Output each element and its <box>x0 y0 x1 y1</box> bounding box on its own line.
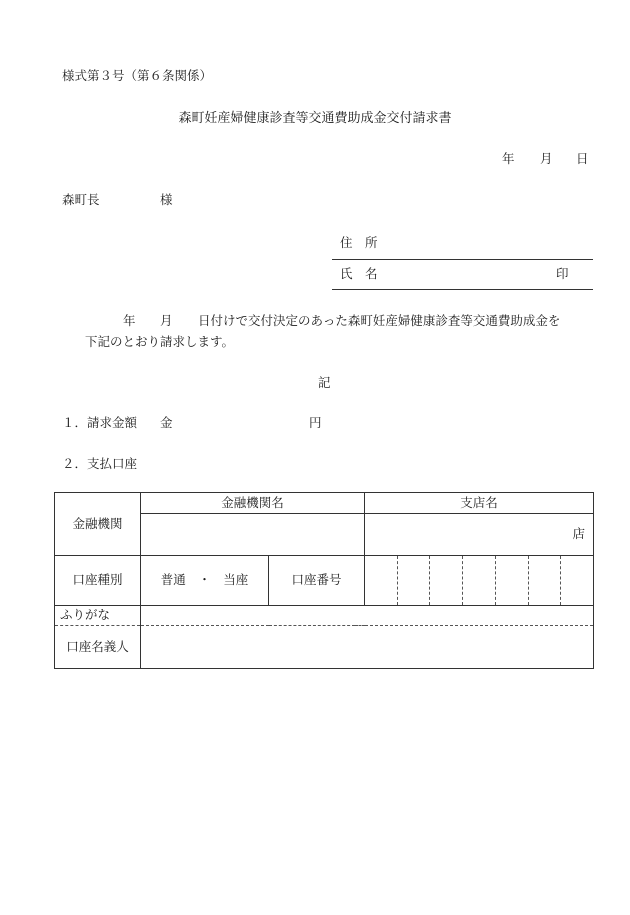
account-number-label: 口座番号 <box>269 556 365 606</box>
honorific: 様 <box>160 192 173 207</box>
branch-name-field[interactable] <box>365 514 594 556</box>
furigana-label: ふりがな <box>55 606 141 626</box>
account-number-digit-boxes <box>365 556 593 605</box>
digit-box[interactable] <box>429 556 462 605</box>
body-year: 年 <box>123 313 136 328</box>
date-year-label: 年 <box>502 151 515 166</box>
body-line-1: 日付けで交付決定のあった森町妊産婦健康診査等交通費助成金を <box>198 313 561 328</box>
date-month-label: 月 <box>540 151 553 166</box>
furigana-field[interactable] <box>141 606 594 626</box>
digit-box[interactable] <box>528 556 561 605</box>
name-underline <box>332 289 593 290</box>
address-underline <box>332 259 593 260</box>
body-line-2: 下記のとおり請求します。 <box>85 334 235 349</box>
digit-box[interactable] <box>365 556 397 605</box>
date-day-label: 日 <box>576 151 589 166</box>
account-type-label: 口座種別 <box>55 556 141 606</box>
branch-suffix: 店 <box>572 526 585 542</box>
digit-box[interactable] <box>495 556 528 605</box>
account-section-label: ２．支払口座 <box>62 456 138 471</box>
amount-kin: 金 <box>160 415 173 430</box>
account-holder-field[interactable] <box>141 626 594 669</box>
account-row <box>55 556 594 606</box>
form-number: 様式第３号（第６条関係） <box>62 68 213 83</box>
institution-header-row <box>55 493 594 514</box>
digit-box[interactable] <box>462 556 495 605</box>
account-holder-row <box>55 626 594 669</box>
institution-name-header: 金融機関名 <box>141 493 365 514</box>
addressee: 森町長 <box>62 192 100 207</box>
amount-label: １．請求金額 <box>62 415 138 430</box>
ki-heading: 記 <box>318 375 331 390</box>
body-month: 月 <box>160 313 173 328</box>
amount-yen: 円 <box>309 415 322 430</box>
branch-header: 支店名 <box>365 493 594 514</box>
account-type-options[interactable]: 普通 ・ 当座 <box>141 556 269 606</box>
digit-box[interactable] <box>397 556 430 605</box>
institution-label: 金融機関 <box>55 493 141 556</box>
document-title: 森町妊産婦健康診査等交通費助成金交付請求書 <box>178 111 452 126</box>
bank-account-table <box>54 492 594 669</box>
name-label: 氏 名 <box>340 266 378 281</box>
seal-mark: 印 <box>556 266 569 281</box>
address-label: 住 所 <box>340 235 378 250</box>
digit-box[interactable] <box>560 556 593 605</box>
account-number-field[interactable] <box>365 556 594 606</box>
account-holder-label: 口座名義人 <box>55 626 141 669</box>
institution-name-field[interactable] <box>141 514 365 556</box>
furigana-row <box>55 606 594 626</box>
